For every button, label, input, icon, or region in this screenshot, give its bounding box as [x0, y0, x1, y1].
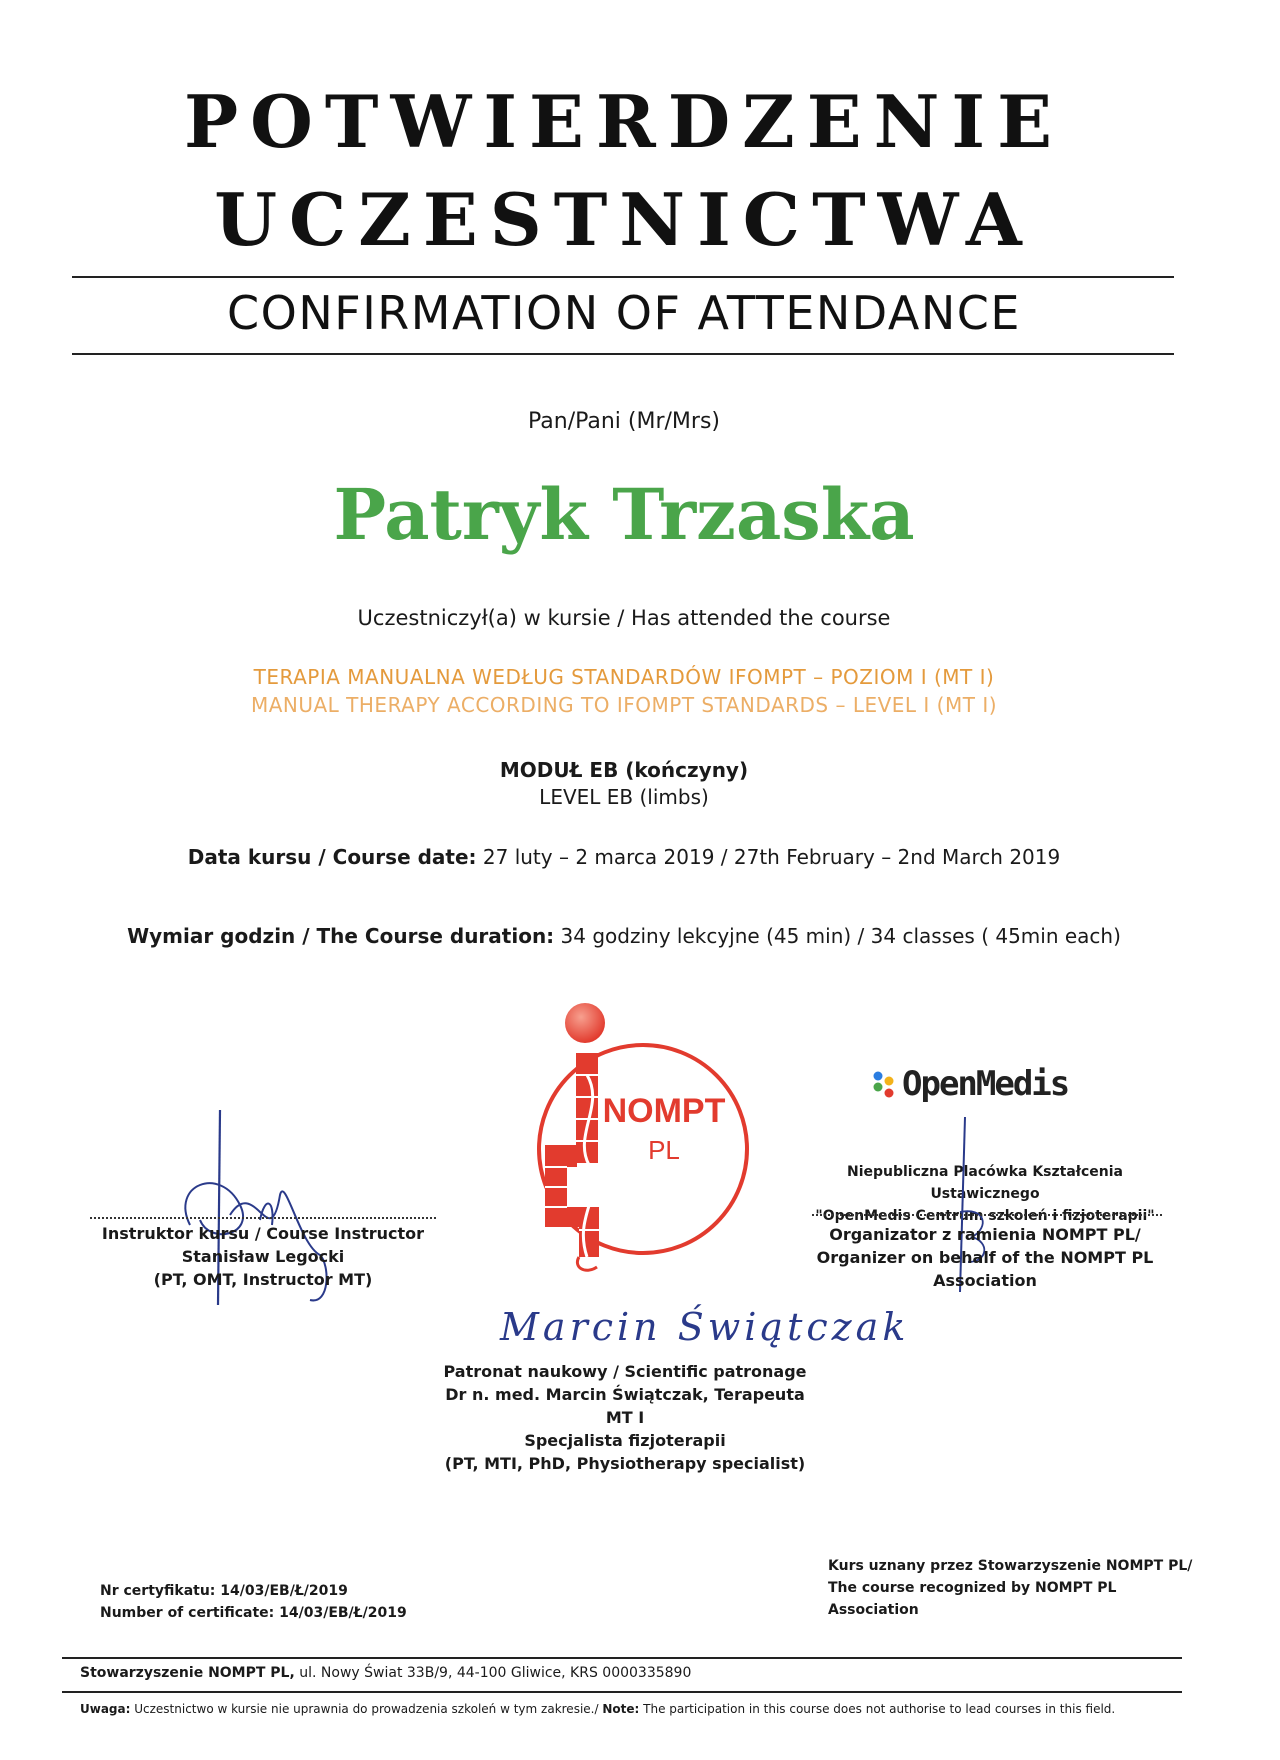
course-duration-label: Wymiar godzin / The Course duration: [127, 924, 555, 948]
patron-signature [500, 1305, 910, 1365]
organizer-role-pl: Organizator z ramienia NOMPT PL/ [829, 1225, 1141, 1244]
openmedis-logo-text: OpenMedis [902, 1064, 1069, 1104]
instructor-credentials: (PT, OMT, Instructor MT) [153, 1270, 373, 1289]
module-pl: MODUŁ EB (kończyny) [499, 758, 749, 782]
certificate-number-pl: Nr certyfikatu: 14/03/EB/Ł/2019 [100, 1583, 348, 1599]
module-en: LEVEL EB (limbs) [539, 785, 709, 809]
patron-title: Specjalista fizjoterapii [524, 1431, 726, 1450]
course-title-en: MANUAL THERAPY ACCORDING TO IFOMPT STANDARDS – LEVEL I (MT I) [250, 693, 998, 717]
patron-name: Dr n. med. Marcin Świątczak, Terapeuta MT I [445, 1385, 805, 1427]
footer-divider-top [62, 1657, 1182, 1659]
course-duration [0, 924, 1248, 948]
organizer-block [810, 1223, 1160, 1292]
recipient-name: Patryk Trzaska [333, 473, 915, 556]
footer-divider-bottom [62, 1691, 1182, 1693]
nompt-logo-text: NOMPT [602, 1092, 726, 1130]
course-title-pl: TERAPIA MANUALNA WEDŁUG STANDARDÓW IFOMPT – POZIOM I (MT I) [253, 665, 995, 689]
nompt-logo [515, 995, 755, 1280]
patron-block [440, 1360, 810, 1475]
course-date-value: 27 luty – 2 marca 2019 / 27th February – 2nd March 2019 [482, 845, 1061, 869]
recognition [828, 1555, 1208, 1621]
footer-note-en: The participation in this course does not authorise to lead courses in this field. [639, 1702, 1116, 1716]
patron-credentials: (PT, MTI, PhD, Physiotherapy specialist) [444, 1454, 806, 1473]
instructor-name: Stanisław Legocki [181, 1247, 345, 1266]
course-date [0, 845, 1248, 869]
footer-note-en-label: Note: [602, 1702, 640, 1716]
patron-signature-text: Marcin Świątczak [500, 1305, 910, 1349]
recognition-en: The course recognized by NOMPT PL Association [828, 1580, 1117, 1618]
footer-assoc-name: Stowarzyszenie NOMPT PL, [80, 1665, 295, 1681]
footer-note-label: Uwaga: [80, 1702, 131, 1716]
organizer-signature-line [812, 1214, 1162, 1216]
nompt-logo-sub: PL [648, 1135, 680, 1165]
organizer-role-en: Organizer on behalf of the NOMPT PL [816, 1248, 1154, 1267]
salutation: Pan/Pani (Mr/Mrs) [527, 409, 721, 434]
instructor-block [90, 1222, 436, 1291]
organizer-institution-line1: Niepubliczna Placówka Kształcenia Ustawicznego [846, 1164, 1123, 1202]
footer-note-pl: Uczestnictwo w kursie nie uprawnia do prowadzenia szkoleń w tym zakresie./ [130, 1702, 603, 1716]
attended-label: Uczestniczył(a) w kursie / Has attended the course [357, 606, 891, 630]
organizer-institution-line2: "OpenMedis Centrum szkoleń i fizjoterapii" [815, 1208, 1155, 1224]
instructor-role: Instruktor kursu / Course Instructor [101, 1224, 425, 1243]
divider-top [72, 276, 1174, 278]
course-date-label: Data kursu / Course date: [187, 845, 477, 869]
instructor-signature-line [90, 1217, 436, 1219]
openmedis-dots-icon [870, 1068, 900, 1108]
title-pl-line2: UCZESTNICTWA [214, 177, 1034, 262]
openmedis-logo [870, 1064, 1100, 1110]
patron-role: Patronat naukowy / Scientific patronage [443, 1362, 807, 1381]
nompt-ball-icon [565, 1003, 605, 1043]
certificate-number [100, 1580, 500, 1624]
course-duration-value: 34 godziny lekcyjne (45 min) / 34 classes ( 45min each) [560, 924, 1121, 948]
footer-note [80, 1702, 1210, 1716]
organizer-role-en-2: Association [933, 1271, 1037, 1290]
footer-assoc-address: ul. Nowy Świat 33B/9, 44-100 Gliwice, KRS 0000335890 [294, 1665, 692, 1681]
divider-bottom [72, 353, 1174, 355]
title-pl-line1: POTWIERDZENIE [184, 79, 1064, 164]
recognition-pl: Kurs uznany przez Stowarzyszenie NOMPT PL/ [828, 1558, 1193, 1574]
footer-address [80, 1665, 1180, 1681]
title-en: CONFIRMATION OF ATTENDANCE [227, 286, 1021, 340]
certificate-number-en: Number of certificate: 14/03/EB/Ł/2019 [100, 1605, 407, 1621]
